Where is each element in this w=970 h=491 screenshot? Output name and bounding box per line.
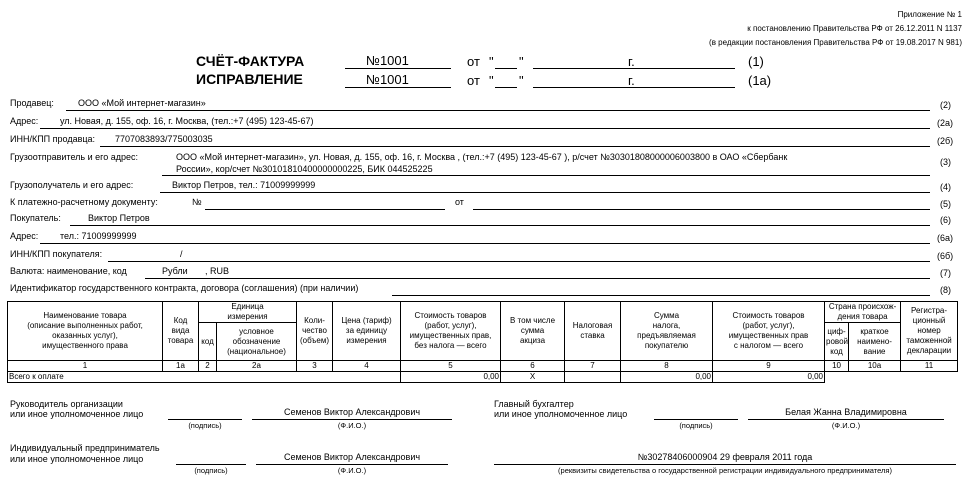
col-num: 4 <box>333 361 401 372</box>
currency-code-value: , RUB <box>205 266 230 276</box>
col-num: 5 <box>401 361 501 372</box>
contract-code: (8) <box>940 285 951 295</box>
consignee-label: Грузополучатель и его адрес: <box>10 180 134 190</box>
decree-label: к постановлению Правительства РФ от 26.12.2011 N 1137 <box>747 24 962 33</box>
total-sum: 0,00 <box>713 372 825 383</box>
ip-name: Семенов Виктор Александрович <box>283 452 421 462</box>
address-value: ул. Новая, д. 155, оф. 16, г. Москва, (тел.:+7 (495) 123-45-67) <box>60 116 314 126</box>
header-country-name: краткое наимено- вание <box>849 323 901 361</box>
total-label: Всего к оплате <box>8 372 401 383</box>
ip-label-line1: Индивидуальный предприниматель <box>10 443 160 453</box>
header-country-code: циф- ровой код <box>825 323 849 361</box>
column-numbers-row <box>8 361 958 372</box>
seller-inn-value: 7707083893/775003035 <box>115 134 213 144</box>
invoice-year: г. <box>628 54 635 69</box>
correction-code: (1а) <box>748 73 772 88</box>
consignee-code: (4) <box>940 182 951 192</box>
accountant-label-line2: или иное уполномоченное лицо <box>494 409 628 419</box>
correction-quote-open: " <box>489 73 494 88</box>
consignee-value: Виктор Петров, тел.: 71009999999 <box>172 180 316 190</box>
header-unit: Единица измерения <box>199 302 297 323</box>
payment-doc-from: от <box>455 197 464 207</box>
total-tax: 0,00 <box>621 372 713 383</box>
currency-code: (7) <box>940 268 951 278</box>
accountant-fio-caption: (Ф.И.О.) <box>831 421 861 430</box>
currency-label: Валюта: наименование, код <box>10 266 127 276</box>
col-num: 6 <box>501 361 565 372</box>
buyer-address-value: тел.: 71009999999 <box>60 231 137 241</box>
buyer-code: (6) <box>940 215 951 225</box>
header-name: Наименование товара (описание выполненных работ, оказанных услуг), имущественного права <box>8 302 163 361</box>
correction-title: ИСПРАВЛЕНИЕ <box>196 71 303 87</box>
head-label-line1: Руководитель организации <box>10 399 123 409</box>
ip-sign-caption: (подпись) <box>194 466 228 475</box>
invoice-quote-open: " <box>489 54 494 69</box>
invoice-number: №1001 <box>366 53 409 68</box>
header-total: Стоимость товаров (работ, услуг), имущественных прав с налогом — всего <box>713 302 825 361</box>
header-country: Страна происхож- дения товара <box>825 302 901 323</box>
head-label-line2: или иное уполномоченное лицо <box>10 409 144 419</box>
goods-table <box>7 301 958 383</box>
payment-doc-label: К платежно-расчетному документу: <box>10 197 158 207</box>
ip-fio-caption: (Ф.И.О.) <box>337 466 367 475</box>
shipper-code: (3) <box>940 157 951 167</box>
col-num: 3 <box>297 361 333 372</box>
buyer-value: Виктор Петров <box>88 213 150 223</box>
col-num: 1а <box>163 361 199 372</box>
seller-inn-code: (2б) <box>937 136 954 146</box>
buyer-inn-code: (6б) <box>937 251 954 261</box>
col-num: 2 <box>199 361 217 372</box>
invoice-quote-close: " <box>519 54 524 69</box>
correction-year: г. <box>628 73 635 88</box>
accountant-label-line1: Главный бухгалтер <box>494 399 574 409</box>
head-fio-caption: (Ф.И.О.) <box>337 421 367 430</box>
contract-label: Идентификатор государственного контракта, договора (соглашения) (при наличии) <box>10 283 359 293</box>
appendix-label: Приложение № 1 <box>897 10 962 19</box>
payment-doc-code: (5) <box>940 199 951 209</box>
shipper-value-line2: России», кор/счет №30101810400000000225, БИК 044525225 <box>176 164 433 174</box>
ip-label-line2: или иное уполномоченное лицо <box>10 454 144 464</box>
seller-label: Продавец: <box>10 98 54 108</box>
accountant-name: Белая Жанна Владимировна <box>785 407 907 417</box>
col-num: 9 <box>713 361 825 372</box>
invoice-code: (1) <box>748 54 764 69</box>
buyer-inn-label: ИНН/КПП покупателя: <box>10 249 103 259</box>
head-name: Семенов Виктор Александрович <box>283 407 421 417</box>
header-excise: В том числе сумма акциза <box>501 302 565 361</box>
correction-quote-close: " <box>519 73 524 88</box>
col-num: 1 <box>8 361 163 372</box>
ip-certificate: №30278406000904 29 февраля 2011 года <box>637 452 813 462</box>
edition-label: (в редакции постановления Правительства РФ от 19.08.2017 N 981) <box>709 38 962 47</box>
header-price: Цена (тариф) за единицу измерения <box>333 302 401 361</box>
header-unit-symbol: условное обозначение (национальное) <box>217 323 297 361</box>
total-rate <box>565 372 621 383</box>
head-sign-caption: (подпись) <box>188 421 222 430</box>
buyer-address-code: (6а) <box>937 233 954 243</box>
header-tax: Сумма налога, предъявляемая покупателю <box>621 302 713 361</box>
seller-inn-label: ИНН/КПП продавца: <box>10 134 96 144</box>
seller-value: ООО «Мой интернет-магазин» <box>78 98 206 108</box>
address-label: Адрес: <box>10 116 39 126</box>
currency-name: Рубли <box>162 266 188 276</box>
total-excise: X <box>501 372 565 383</box>
shipper-label: Грузоотправитель и его адрес: <box>10 152 138 162</box>
correction-from: от <box>467 73 480 88</box>
payment-doc-num: № <box>192 197 202 207</box>
col-num: 10а <box>849 361 901 372</box>
header-kind: Код вида товара <box>163 302 199 361</box>
header-declaration: Регистра- ционный номер таможенной декларации <box>901 302 958 361</box>
correction-number: №1001 <box>366 72 409 87</box>
header-unit-code: код <box>199 323 217 361</box>
col-num: 2а <box>217 361 297 372</box>
total-row <box>8 372 958 383</box>
col-num: 7 <box>565 361 621 372</box>
address-code: (2а) <box>937 118 954 128</box>
ip-certificate-caption: (реквизиты свидетельства о государственной регистрации индивидуального предпринимателя) <box>558 466 892 475</box>
seller-code: (2) <box>940 100 951 110</box>
total-cost: 0,00 <box>401 372 501 383</box>
invoice-from: от <box>467 54 480 69</box>
accountant-sign-caption: (подпись) <box>679 421 713 430</box>
shipper-value-line1: ООО «Мой интернет-магазин», ул. Новая, д. 155, оф. 16, г. Москва , (тел.:+7 (495) 123-45-67 ), р/счет №30301808000006003800 в ОАО «Сбербанк <box>176 152 788 162</box>
col-num: 10 <box>825 361 849 372</box>
buyer-label: Покупатель: <box>10 213 61 223</box>
buyer-inn-value: / <box>180 249 183 259</box>
col-num: 8 <box>621 361 713 372</box>
invoice-title: СЧЁТ-ФАКТУРА <box>196 53 305 69</box>
header-cost: Стоимость товаров (работ, услуг), имущественных прав, без налога — всего <box>401 302 501 361</box>
buyer-address-label: Адрес: <box>10 231 39 241</box>
header-rate: Налоговая ставка <box>565 302 621 361</box>
header-qty: Коли- чество (объем) <box>297 302 333 361</box>
col-num: 11 <box>901 361 958 372</box>
